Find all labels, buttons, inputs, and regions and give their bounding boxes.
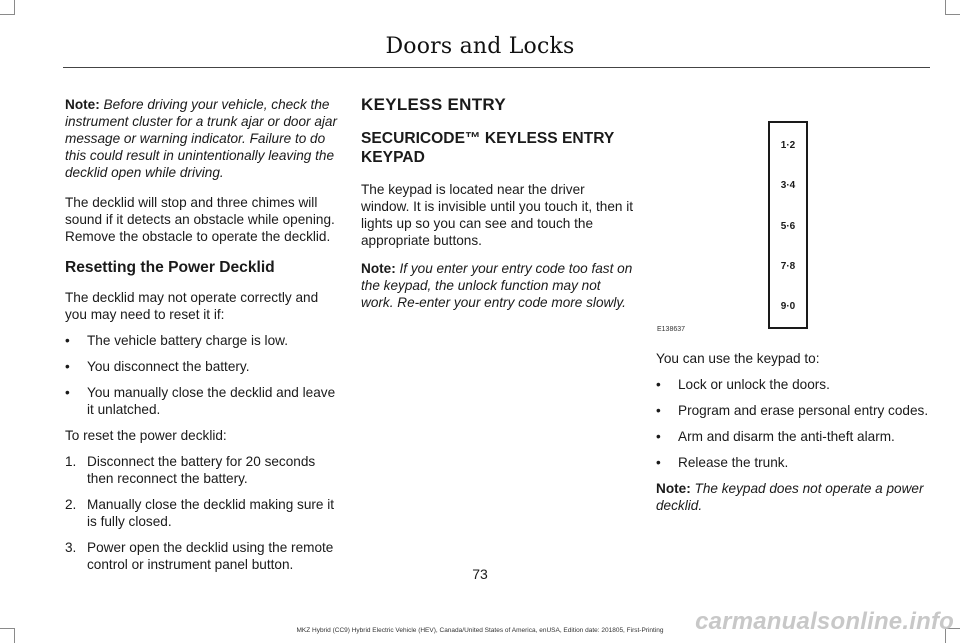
crop-mark-top-left	[0, 0, 15, 15]
keypad-key: 7·8	[780, 261, 796, 272]
reset-conditions-intro: The decklid may not operate correctly and you may need to reset it if:	[65, 290, 319, 322]
reset-conditions-list	[65, 332, 337, 418]
page-header-title: Doors and Locks	[385, 34, 575, 59]
note-label: Note:	[361, 261, 396, 276]
step-item: 3. Power open the decklid using the remote control or instrument panel button.	[65, 540, 334, 572]
list-item: • Lock or unlock the doors.	[656, 377, 830, 392]
note-label: Note:	[656, 481, 691, 496]
step-item: 2. Manually close the decklid making sure it is fully closed.	[65, 497, 335, 529]
list-item: • You disconnect the battery.	[65, 359, 250, 374]
note-text: If you enter your entry code too fast on the keypad, the unlock function may not work. Re-enter your entry code more slowly.	[361, 261, 633, 310]
list-item: • You manually close the decklid and leave it unlatched.	[65, 385, 336, 417]
left-column	[65, 96, 337, 573]
keypad-key: 9·0	[780, 301, 796, 312]
power-decklid-note	[656, 480, 932, 514]
reset-steps-list	[65, 453, 337, 573]
keypad-key: 1·2	[780, 140, 796, 151]
edition-footer: MKZ Hybrid (CC9) Hybrid Electric Vehicle (HEV), Canada/United States of America, enUSA, Edition date: 201805, First-Printing	[296, 627, 664, 634]
section-heading-resetting-decklid: Resetting the Power Decklid	[65, 259, 275, 276]
keypad-location-paragraph: The keypad is located near the driver window. It is invisible until you touch it, then it lights up so you can see and touch the appropriate buttons.	[361, 182, 634, 248]
section-title-keyless-entry: KEYLESS ENTRY	[361, 95, 506, 114]
list-item: • Arm and disarm the anti-theft alarm.	[656, 429, 895, 444]
keypad-uses-intro: You can use the keypad to:	[656, 351, 820, 366]
watermark: carmanualsonline.info	[695, 608, 954, 635]
keypad-uses-list	[656, 376, 932, 471]
note-paragraph	[65, 96, 337, 181]
note-label: Note:	[65, 97, 100, 112]
figure-code: E138637	[657, 326, 686, 333]
keypad-note	[361, 260, 633, 311]
keypad-key: 5·6	[780, 221, 796, 232]
header-divider	[63, 67, 930, 68]
crop-mark-top-right	[945, 0, 960, 15]
page-number: 73	[472, 566, 488, 582]
note-text: Before driving your vehicle, check the instrument cluster for a trunk ajar or door ajar message or warning indicator. Failure to do this could result in unintentionally leaving the decklid open while driving.	[65, 97, 337, 180]
reset-steps-intro: To reset the power decklid:	[65, 428, 227, 443]
crop-mark-bottom-left	[0, 628, 15, 643]
decklid-obstacle-paragraph: The decklid will stop and three chimes will sound if it detects an obstacle while opening. Remove the obstacle to operate the decklid.	[65, 195, 335, 244]
keypad-key: 3·4	[780, 180, 796, 191]
keypad-illustration	[768, 121, 808, 329]
list-item: • The vehicle battery charge is low.	[65, 333, 288, 348]
step-item: 1. Disconnect the battery for 20 seconds then reconnect the battery.	[65, 454, 316, 486]
list-item: • Release the trunk.	[656, 455, 789, 470]
note-text: The keypad does not operate a power decklid.	[656, 481, 924, 513]
right-column	[656, 350, 932, 514]
middle-column	[361, 96, 633, 311]
subheading-keypad: SECURICODE™ KEYLESS ENTRY KEYPAD	[361, 130, 615, 166]
list-item: • Program and erase personal entry codes.	[656, 403, 929, 418]
